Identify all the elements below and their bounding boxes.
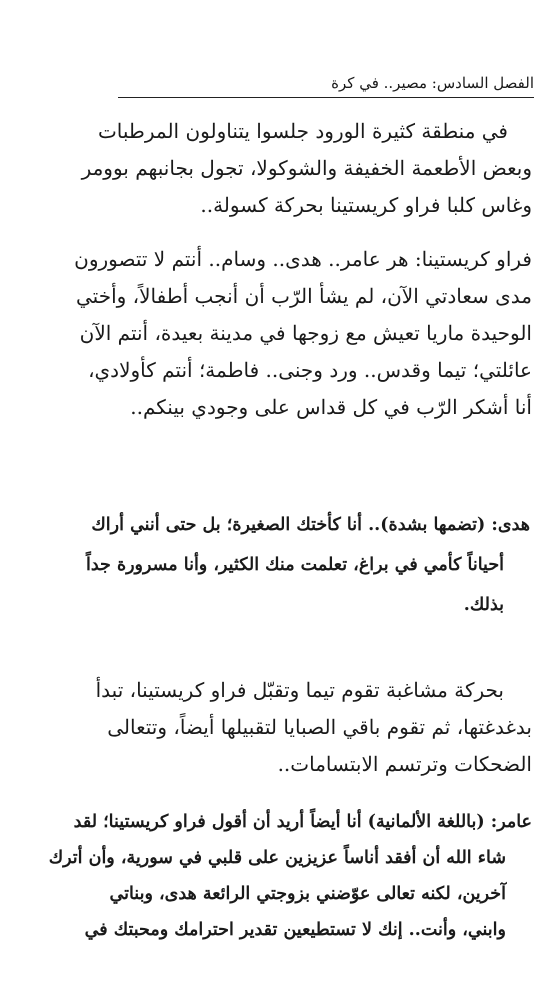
text-line: الوحيدة ماريا تعيش مع زوجها في مدينة بعيدة، أنتم الآن [79, 321, 532, 345]
text-line: وبعض الأطعمة الخفيفة والشوكولا، تجول بجانبهم بوومر [81, 156, 532, 180]
running-header: الفصل السادس: مصير.. في كرة [331, 74, 534, 92]
text-line: شاء الله أن أفقد أناساً عزيزين على قلبي في سورية، وأن أترك [48, 848, 506, 868]
text-line: آخرين، لكنه تعالى عوّضني بزوجتي الرائعة هدى، وبناتي [109, 884, 506, 904]
paragraph-garden-scene [30, 113, 532, 224]
text-line: الضحكات وترتسم الابتسامات.. [277, 752, 532, 776]
text-line: أحياناً كأمي في براغ، تعلمت منك الكثير، وأنا مسرورة جداً [85, 555, 504, 575]
text-line: بدغدغتها، ثم تقوم باقي الصبايا لتقبيلها أيضاً، وتتعالى [107, 715, 532, 739]
text-line: أنا أشكر الرّب في كل قداس على وجودي بينكم.. [130, 395, 532, 419]
paragraph-amer-dialogue [28, 804, 532, 948]
text-line: بذلك. [463, 595, 504, 615]
paragraph-huda-dialogue [32, 505, 530, 625]
text-line: هدى: (تضمها بشدة).. أنا كأختك الصغيرة؛ بل حتى أنني أراك [91, 515, 530, 535]
text-line: وغاس كلبا فراو كريستينا بحركة كسولة.. [200, 193, 532, 217]
text-line: عامر: (باللغة الألمانية) أنا أيضاً أريد أن أقول فراو كريستينا؛ لقد [73, 812, 532, 832]
text-line: في منطقة كثيرة الورود جلسوا يتناولون المرطبات [97, 119, 508, 143]
header-rule [118, 97, 534, 98]
text-line: فراو كريستينا: هر عامر.. هدى.. وسام.. أنتم لا تتصورون [74, 247, 532, 271]
text-line: مدى سعادتي الآن، لم يشأ الرّب أن أنجب أطفالاً، وأختي [76, 284, 532, 308]
text-line: وابني، وأنت.. إنك لا تستطيعين تقدير احترامك ومحبتك في [84, 920, 506, 940]
text-line: بحركة مشاغبة تقوم تيما وتقبّل فراو كريستينا، تبدأ [95, 678, 504, 702]
paragraph-tickling-scene [28, 672, 532, 783]
paragraph-kristina-speech [30, 241, 532, 426]
text-line: عائلتي؛ تيما وقدس.. ورد وجنى.. فاطمة؛ أنتم كأولادي، [88, 358, 532, 382]
